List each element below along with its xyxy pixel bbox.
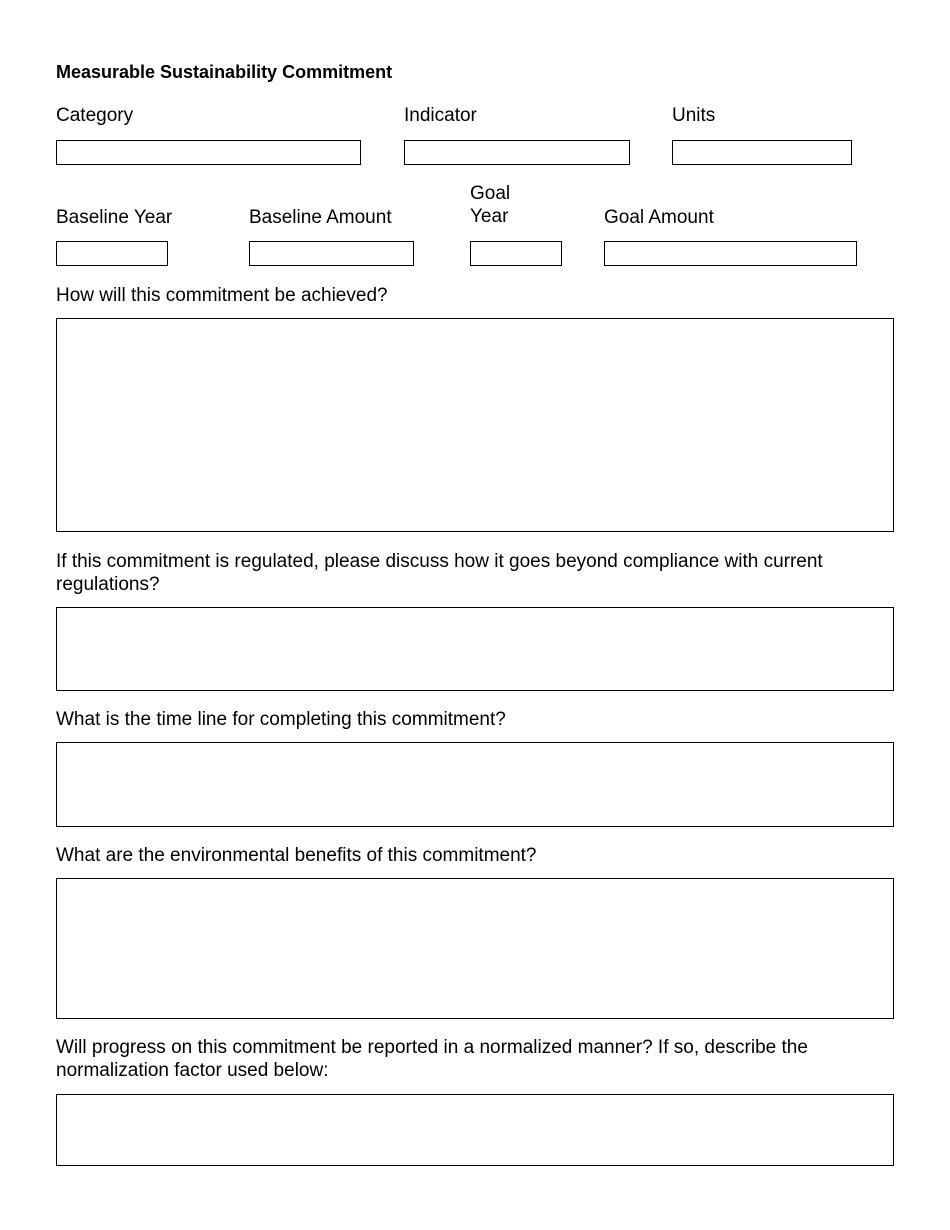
goal-year-label: [470, 182, 510, 228]
baseline-year-input[interactable]: [56, 241, 168, 266]
normalized-question-label: Will progress on this commitment be reported in a normalized manner? If so, describe the normalization factor used below:: [56, 1037, 808, 1081]
baseline-year-label: Baseline Year: [56, 207, 173, 228]
regulated-textarea[interactable]: [56, 607, 894, 691]
units-label: Units: [672, 105, 716, 126]
category-input[interactable]: [56, 140, 361, 165]
goal-amount-input[interactable]: [604, 241, 857, 266]
indicator-label: Indicator: [404, 105, 477, 126]
form-title: Measurable Sustainability Commitment: [56, 62, 393, 82]
achieved-textarea[interactable]: [56, 318, 894, 532]
units-input[interactable]: [672, 140, 852, 165]
benefits-question-label: What are the environmental benefits of this commitment?: [56, 845, 537, 866]
category-label: Category: [56, 105, 134, 126]
goal-year-label-line1: Goal: [470, 183, 511, 204]
goal-year-label-line2: Year: [470, 206, 509, 227]
goal-amount-label: Goal Amount: [604, 207, 714, 228]
regulated-question-label: If this commitment is regulated, please discuss how it goes beyond compliance with current regulations?: [56, 551, 823, 595]
achieved-question-label: How will this commitment be achieved?: [56, 285, 388, 306]
normalized-textarea[interactable]: [56, 1094, 894, 1166]
indicator-input[interactable]: [404, 140, 630, 165]
timeline-textarea[interactable]: [56, 742, 894, 827]
baseline-amount-input[interactable]: [249, 241, 414, 266]
benefits-textarea[interactable]: [56, 878, 894, 1019]
goal-year-input[interactable]: [470, 241, 562, 266]
baseline-amount-label: Baseline Amount: [249, 207, 392, 228]
timeline-question-label: What is the time line for completing this commitment?: [56, 709, 506, 730]
